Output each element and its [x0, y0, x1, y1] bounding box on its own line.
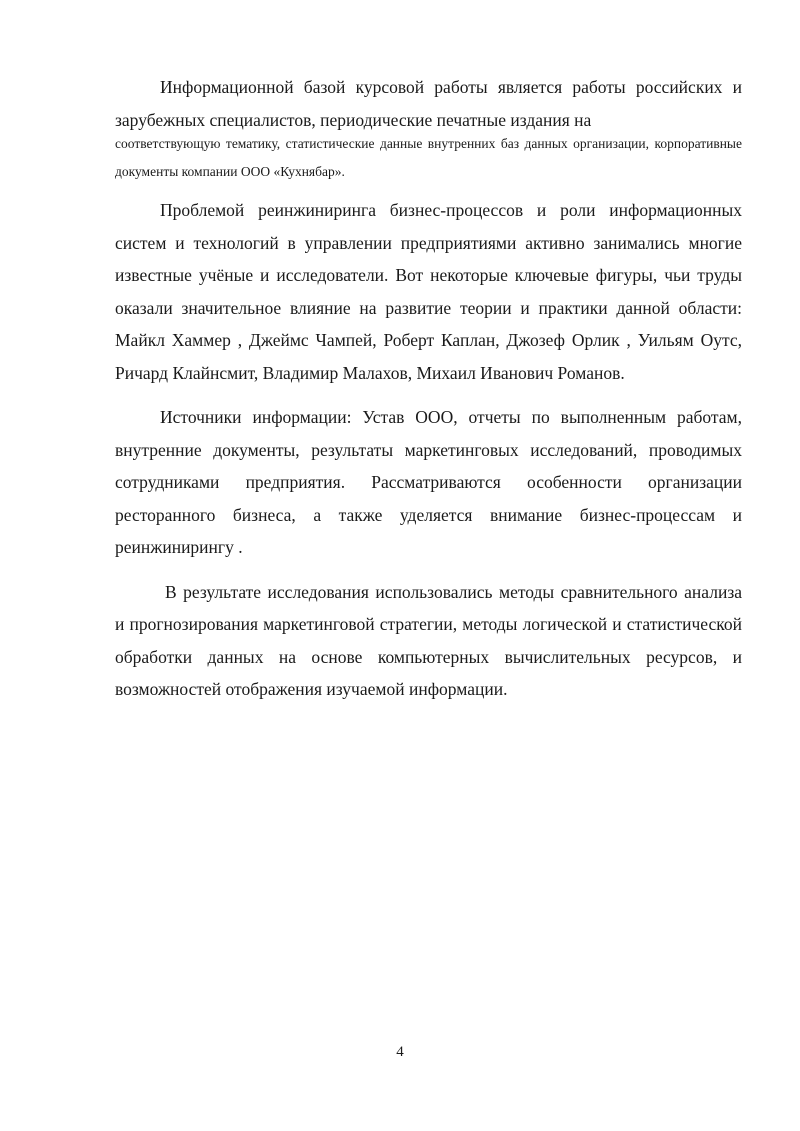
paragraph-information-base-continued: соответствующую тематику, статистические данные внутренних баз данных организации, корпоративные документы компании ООО «Кухнябар». [115, 136, 742, 179]
paragraph-research-methods: В результате исследования использовались методы сравнительного анализа и прогнозирования маркетинговой стратегии, методы логической и статистической обработки данных на основе компьютерных вычислительных ресурсов, и возможностей отображения изучаемой информации. [115, 581, 742, 699]
page-number: 4 [396, 1044, 404, 1060]
paragraph-reengineering-researchers: Проблемой реинжиниринга бизнес-процессов и роли информационных систем и технологий в управлении предприятиями активно занимались многие известные учёные и исследователи. Вот некоторые ключевые фигуры, чьи труды оказали значительное влияние на развитие теории и практики данной области: Майкл Хаммер , Джеймс Чампей, Роберт Каплан, Джозеф Орлик , Уильям Оутс, Ричард Клайнсмит, Владимир Малахов, Михаил Иванович Романов. [115, 200, 742, 383]
document-body [115, 71, 742, 718]
paragraph-information-base: Информационной базой курсовой работы является работы российских и зарубежных специалистов, периодические печатные издания на [115, 77, 742, 130]
paragraph-information-sources: Источники информации: Устав ООО, отчеты по выполненным работам, внутренние документы, результаты маркетинговых исследований, проводимых сотрудниками предприятия. Рассматриваются особенности организации ресторанного бизнеса, а также уделяется внимание бизнес-процессам и реинжинирингу . [115, 407, 742, 557]
